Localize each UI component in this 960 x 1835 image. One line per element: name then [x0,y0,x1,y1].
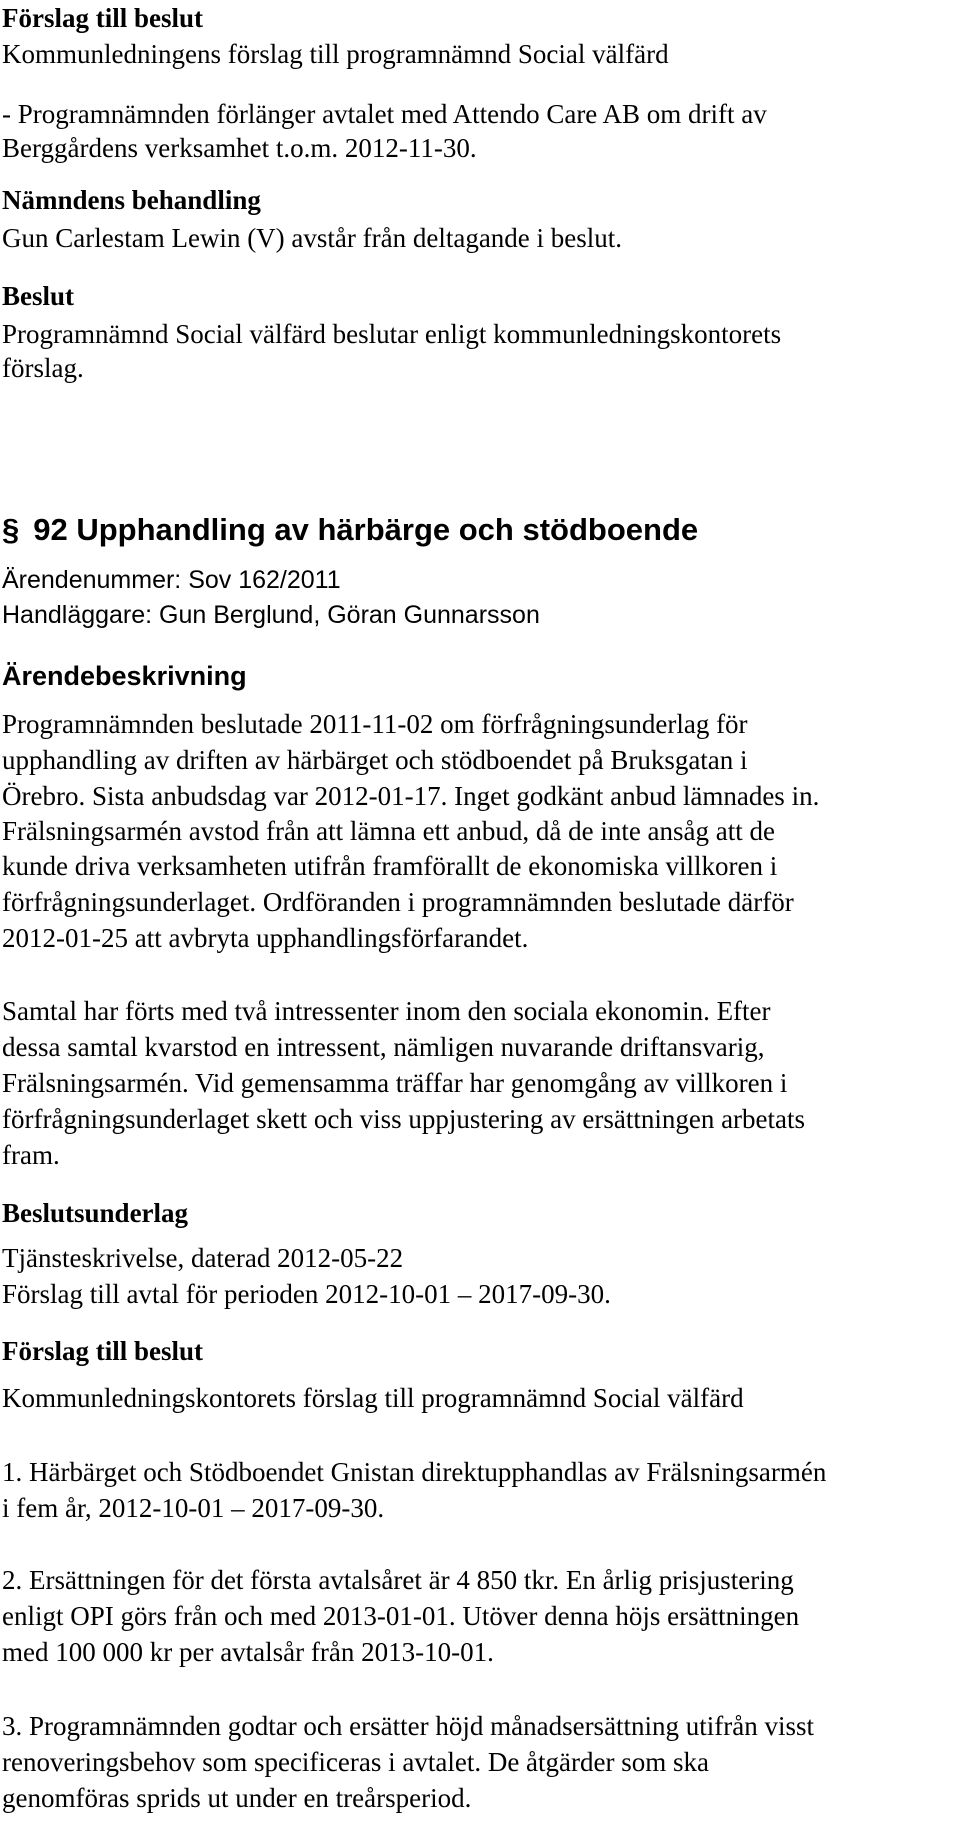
description-line: kunde driva verksamheten utifrån framförallt de ekonomiska villkoren i [2,851,778,881]
case-title-text: 92 Upphandling av härbärge och stödboende [33,512,699,547]
proposal-point-line: enligt OPI görs från och med 2013-01-01. Utöver denna höjs ersättningen [2,1601,800,1631]
heading-case-description: Ärendebeskrivning [2,661,247,691]
heading-proposal: Förslag till beslut [2,1336,203,1366]
description-line: Samtal har förts med två intressenter inom den sociala ekonomin. Efter [2,996,771,1026]
description-line: Örebro. Sista anbudsdag var 2012-01-17. Inget godkänt anbud lämnades in. [2,781,820,811]
proposal-point-line: 1. Härbärget och Stödboendet Gnistan direktupphandlas av Frälsningsarmén [2,1457,827,1487]
description-line: Programnämnden beslutade 2011-11-02 om förfrågningsunderlag för [2,709,748,739]
description-line: upphandling av driften av härbärget och stödboendet på Bruksgatan i [2,745,748,775]
description-line: 2012-01-25 att avbryta upphandlingsförfarandet. [2,923,529,953]
proposal-point-line: i fem år, 2012-10-01 – 2017-09-30. [2,1493,385,1523]
case-number: Ärendenummer: Sov 162/2011 [2,566,341,594]
section-symbol: § [2,512,20,547]
proposal-point-line: renoveringsbehov som specificeras i avtalet. De åtgärder som ska [2,1747,709,1777]
decision-text-line: förslag. [2,353,84,383]
heading-proposal-top: Förslag till beslut [2,3,203,33]
proposal-point-line: 3. Programnämnden godtar och ersätter höjd månadsersättning utifrån visst [2,1711,815,1741]
case-handler: Handläggare: Gun Berglund, Göran Gunnarsson [2,601,540,629]
description-line: förfrågningsunderlaget. Ordföranden i programnämnden beslutade därför [2,887,794,917]
description-line: dessa samtal kvarstod en intressent, nämligen nuvarande driftansvarig, [2,1032,765,1062]
heading-board-handling: Nämndens behandling [2,185,261,215]
proposer-line: Kommunledningens förslag till programnämnd Social välfärd [2,39,669,69]
description-line: Frälsningsarmén. Vid gemensamma träffar har genomgång av villkoren i [2,1068,788,1098]
board-handling-text: Gun Carlestam Lewin (V) avstår från deltagande i beslut. [2,223,623,253]
proposal-point-line: med 100 000 kr per avtalsår från 2013-10-01. [2,1637,494,1667]
basis-item: Tjänsteskrivelse, daterad 2012-05-22 [2,1243,404,1273]
description-line: Frälsningsarmén avstod från att lämna ett anbud, då de inte ansåg att de [2,816,776,846]
decision-item-line: - Programnämnden förlänger avtalet med Attendo Care AB om drift av [2,99,767,129]
decision-item-line: Berggårdens verksamhet t.o.m. 2012-11-30. [2,133,477,163]
case-title [2,510,952,550]
decision-text-line: Programnämnd Social välfärd beslutar enligt kommunledningskontorets [2,319,782,349]
proposal-point-line: 2. Ersättningen för det första avtalsåret är 4 850 tkr. En årlig prisjustering [2,1565,794,1595]
heading-decision-basis: Beslutsunderlag [2,1198,189,1228]
description-line: förfrågningsunderlaget skett och viss uppjustering av ersättningen arbetats [2,1104,806,1134]
proposal-point-line: genomföras sprids ut under en treårsperiod. [2,1783,472,1813]
proposal-from: Kommunledningskontorets förslag till programnämnd Social välfärd [2,1383,744,1413]
basis-item: Förslag till avtal för perioden 2012-10-01 – 2017-09-30. [2,1279,611,1309]
description-line: fram. [2,1140,60,1170]
heading-decision: Beslut [2,281,75,311]
